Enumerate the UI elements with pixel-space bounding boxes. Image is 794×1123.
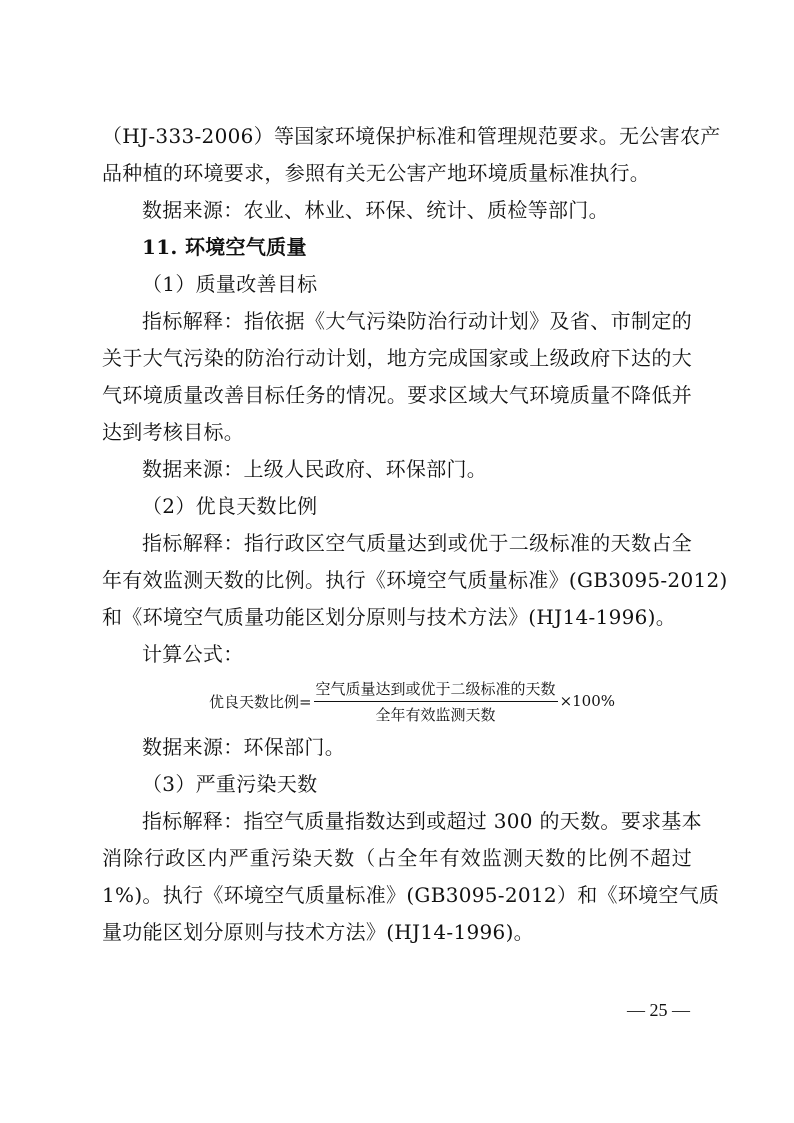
paragraph-line: （HJ-333-2006）等国家环境保护标准和管理规范要求。无公害农产 [102,124,721,148]
subsection-heading: （3）严重污染天数 [142,772,318,796]
paragraph-line: 量功能区划分原则与技术方法》(HJ14-1996)。 [102,920,534,944]
paragraph-line: 指标解释：指空气质量指数达到或超过 300 的天数。要求基本 [142,809,702,833]
page-number: — 25 — [627,1000,690,1020]
data-source-line: 数据来源：上级人民政府、环保部门。 [142,457,488,481]
paragraph-line: 1%)。执行《环境空气质量标准》(GB3095-2012）和《环境空气质 [102,883,720,907]
formula-numerator: 空气质量达到或优于二级标准的天数 [314,678,558,702]
formula-multiplier: ×100% [559,692,616,710]
data-source-line: 数据来源：环保部门。 [142,735,345,759]
data-source-line: 数据来源：农业、林业、环保、统计、质检等部门。 [142,198,609,222]
paragraph-line: 达到考核目标。 [102,420,245,444]
formula-fraction [314,678,558,725]
paragraph-line: 品种植的环境要求，参照有关无公害产地环境质量标准执行。 [102,161,651,185]
section-heading: 11. 环境空气质量 [142,235,307,259]
paragraph-line: 指标解释：指依据《大气污染防治行动计划》及省、市制定的 [142,309,692,333]
subsection-heading: （2）优良天数比例 [142,494,318,518]
paragraph-line: 和《环境空气质量功能区划分原则与技术方法》(HJ14-1996)。 [102,605,677,629]
formula-label: 计算公式： [142,642,244,666]
paragraph-line: 气环境质量改善目标任务的情况。要求区域大气环境质量不降低并 [102,383,692,407]
formula [102,673,692,729]
paragraph-line: 消除行政区内严重污染天数（占全年有效监测天数的比例不超过 [102,846,692,870]
subsection-heading: （1）质量改善目标 [142,272,318,296]
formula-denominator: 全年有效监测天数 [375,705,496,724]
paragraph-line: 指标解释：指行政区空气质量达到或优于二级标准的天数占全 [142,531,692,555]
paragraph-line: 年有效监测天数的比例。执行《环境空气质量标准》(GB3095-2012) [102,568,728,592]
formula-lhs: 优良天数比例= [208,692,312,711]
document-body [102,118,728,951]
paragraph-line: 关于大气污染的防治行动计划，地方完成国家或上级政府下达的大 [102,346,692,370]
